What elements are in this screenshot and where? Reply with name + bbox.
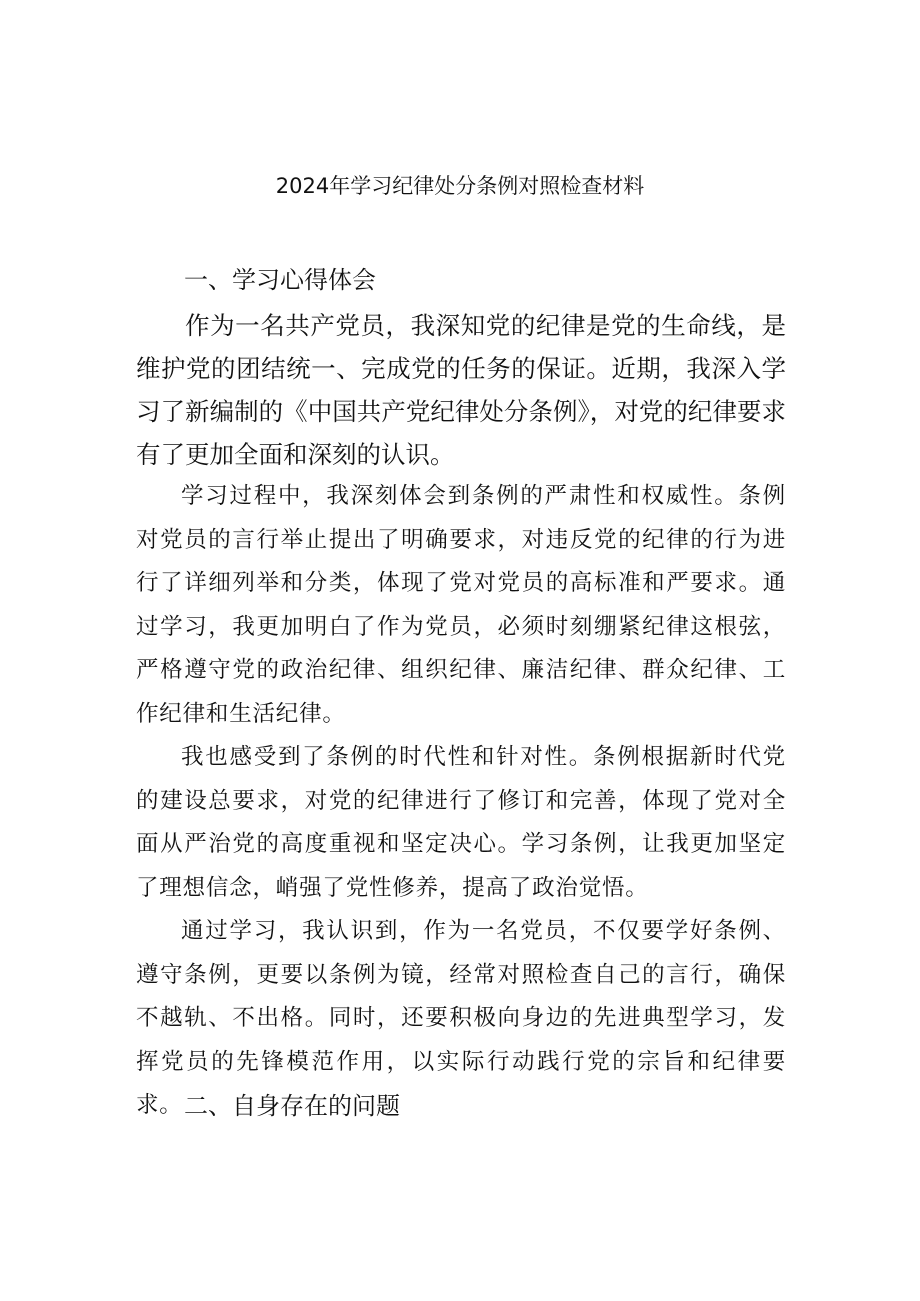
paragraph-4: 通过学习，我认识到，作为一名党员，不仅要学好条例、遵守条例，更要以条例为镜，经常对照检查自己的言行，确保不越轨、不出格。同时，还要积极向身边的先进典型学习，发挥党员的先锋模范作用，以实际行动践行党的宗旨和纪律要求。 bbox=[136, 918, 786, 1119]
paragraph-1: 作为一名共产党员，我深知党的纪律是党的生命线，是维护党的团结统一、完成党的任务的保证。近期，我深入学习了新编制的《中国共产党纪律处分条例》，对党的纪律要求有了更加全面和深刻的认识。 bbox=[136, 311, 786, 469]
document-title: 2024年学习纪律处分条例对照检查材料 bbox=[275, 174, 645, 198]
paragraph-2: 学习过程中，我深刻体会到条例的严肃性和权威性。条例对党员的言行举止提出了明确要求，对违反党的纪律的行为进行了详细列举和分类，体现了党对党员的高标准和严要求。通过学习，我更加明白了作为党员，必须时刻绷紧纪律这根弦，严格遵守党的政治纪律、组织纪律、廉洁纪律、群众纪律、工作纪律和生活纪律。 bbox=[136, 483, 786, 727]
section-heading-2: 二、自身存在的问题 bbox=[184, 1092, 400, 1120]
paragraph-3: 我也感受到了条例的时代性和针对性。条例根据新时代党的建设总要求，对党的纪律进行了修订和完善，体现了党对全面从严治党的高度重视和坚定决心。学习条例，让我更加坚定了理想信念，峭强了党性修养，提高了政治觉悟。 bbox=[136, 744, 786, 901]
section-heading-1: 一、学习心得体会 bbox=[184, 266, 376, 294]
